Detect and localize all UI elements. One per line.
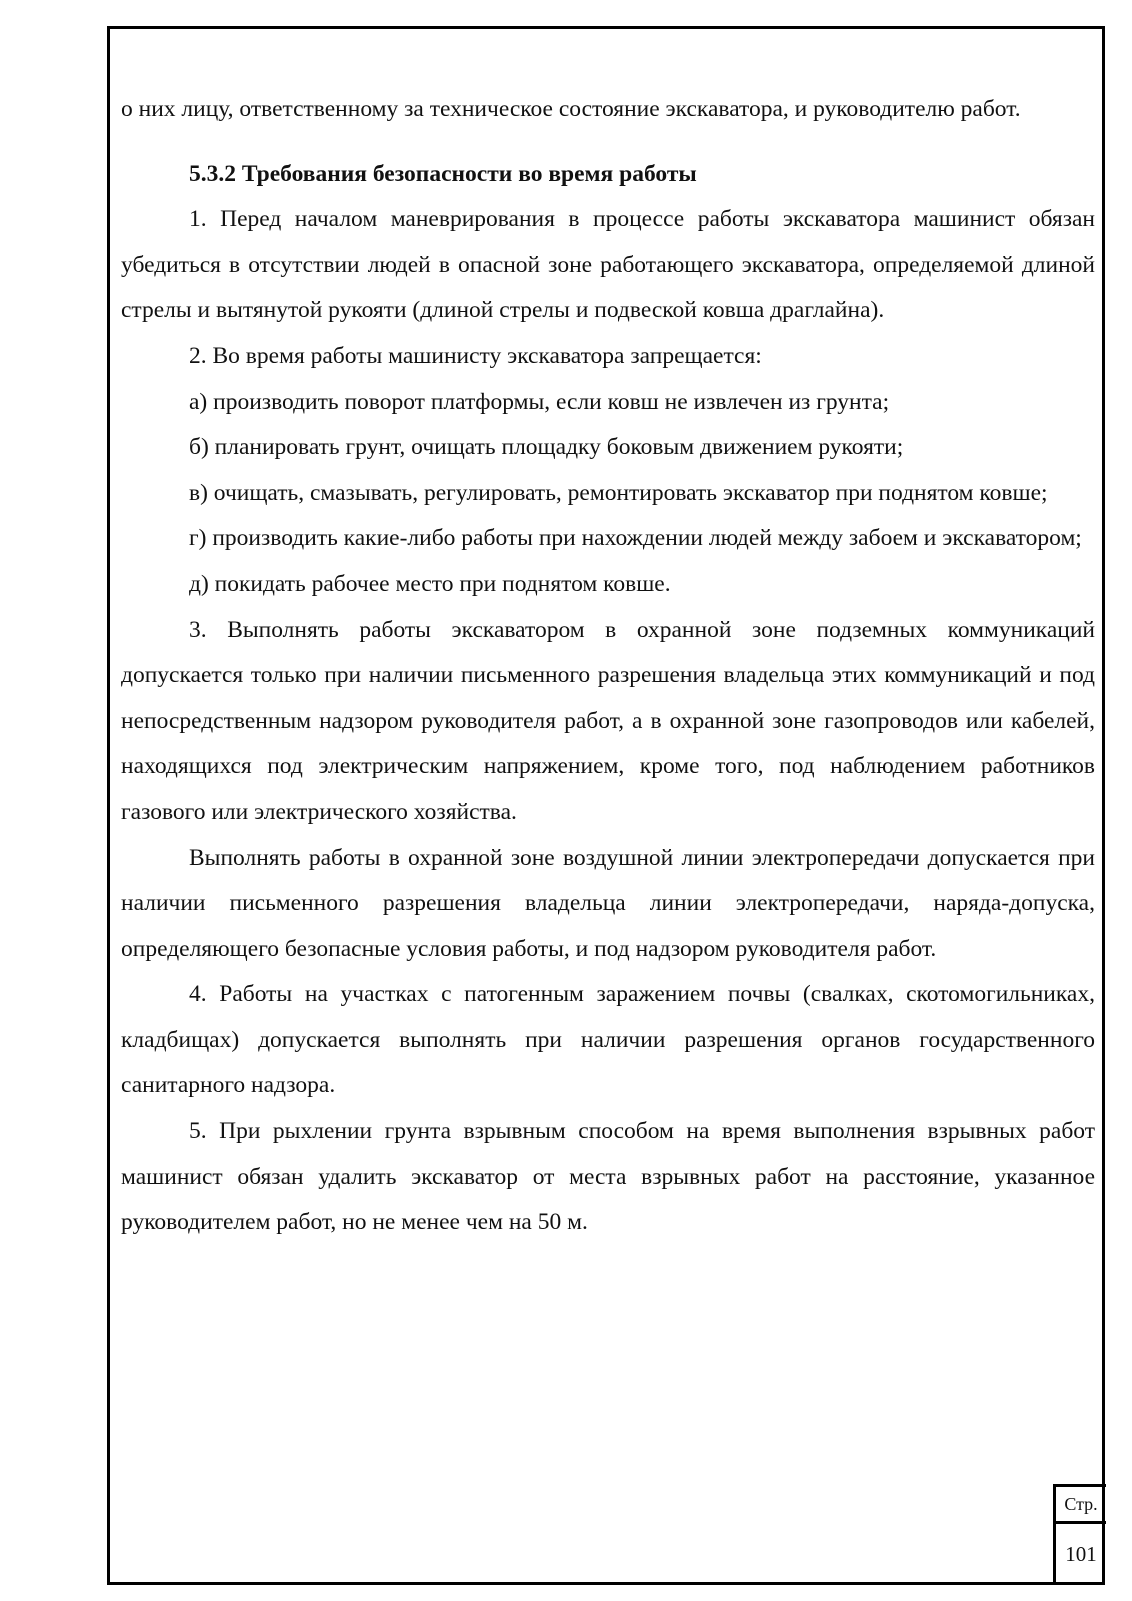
list-item-g: г) производить какие-либо работы при нахождении людей между забоем и экскаватором; (189, 525, 1082, 552)
list-item-a: а) производить поворот платформы, если ковш не извлечен из грунта; (189, 388, 890, 415)
paragraph-item-1: 1. Перед началом маневрирования в процессе работы экскаватора машинист обязан убедиться в отсутствии людей в опасной зоне работающего экскаватора, определяемой длиной стрелы и вытянутой рукояти (длиной стрелы и подвеской ковша драглайна). (121, 206, 1095, 324)
list-item-v: в) очищать, смазывать, регулировать, ремонтировать экскаватор при поднятом ковше; (189, 479, 1048, 506)
paragraph-power-line: Выполнять работы в охранной зоне воздушной линии электропередачи допускается при наличии письменного разрешения владельца линии электропередачи, наряда-допуска, определяющего безопасные условия работы, и под надзором руководителя работ. (121, 844, 1095, 962)
paragraph-continuation: о них лицу, ответственному за техническое состояние экскаватора, и руководителю работ. (121, 96, 1021, 122)
page-label: Стр. (1056, 1487, 1106, 1524)
list-item-b: б) планировать грунт, очищать площадку боковым движением рукояти; (189, 434, 904, 461)
document-body (121, 87, 1095, 1246)
page-number-box (1053, 1484, 1106, 1584)
list-item-d: д) покидать рабочее место при поднятом ковше. (189, 570, 671, 597)
paragraph-item-4: 4. Работы на участках с патогенным заражением почвы (свалках, скотомогильниках, кладбищах) допускается выполнять при наличии разрешения органов государственного санитарного надзора. (121, 981, 1095, 1099)
paragraph-item-2: 2. Во время работы машинисту экскаватора запрещается: (189, 342, 762, 369)
page-number: 101 (1065, 1542, 1097, 1566)
paragraph-item-5: 5. При рыхлении грунта взрывным способом на время выполнения взрывных работ машинист обязан удалить экскаватор от места взрывных работ на расстояние, указанное руководителем работ, но не менее чем на 50 м. (121, 1118, 1095, 1236)
section-heading: 5.3.2 Требования безопасности во время работы (189, 160, 697, 187)
paragraph-item-3: 3. Выполнять работы экскаватором в охранной зоне подземных коммуникаций допускается только при наличии письменного разрешения владельца этих коммуникаций и под непосредственным надзором руководителя работ, а в охранной зоне газопроводов или кабелей, находящихся под электрическим напряжением, кроме того, под наблюдением работников газового или электрического хозяйства. (121, 616, 1095, 825)
